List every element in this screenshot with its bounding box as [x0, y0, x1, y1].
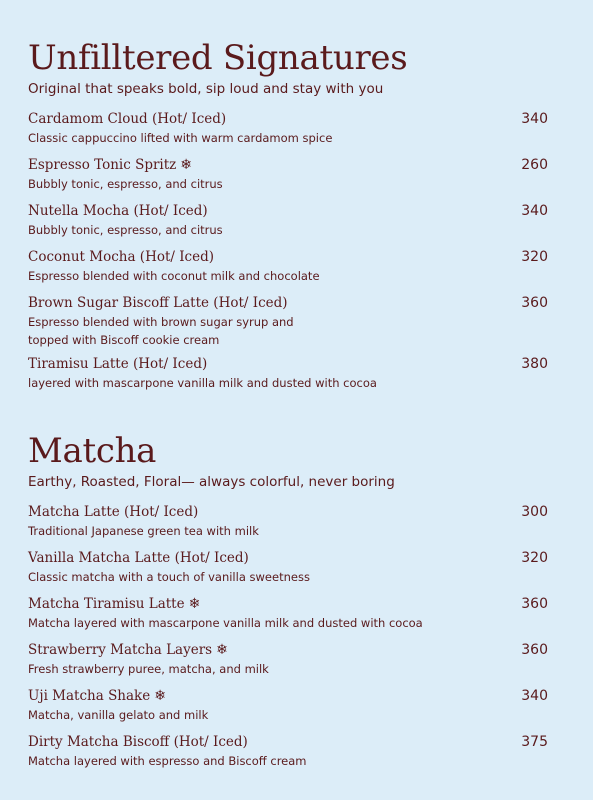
menu-item-name: Vanilla Matcha Latte (Hot/ Iced) [28, 550, 249, 566]
snowflake-icon: ❄ [216, 642, 228, 658]
menu-item-description: Espresso blended with brown sugar syrup and topped with Biscoff cookie cream [28, 315, 294, 347]
menu-item-description: Bubbly tonic, espresso, and citrus [28, 223, 223, 237]
menu-item [28, 727, 548, 773]
menu-item-name: Tiramisu Latte (Hot/ Iced) [28, 356, 208, 372]
snowflake-icon: ❄ [180, 157, 193, 173]
menu-item-price: 340 [521, 111, 548, 127]
menu-item-price: 360 [521, 295, 548, 311]
menu-item [28, 543, 548, 589]
menu-item [28, 589, 548, 635]
menu-item [28, 288, 548, 349]
menu-item-description: Espresso blended with coconut milk and chocolate [28, 269, 320, 283]
menu-item [28, 681, 548, 727]
section-title: Unfilltered Signatures [28, 38, 408, 78]
menu-item-price: 300 [521, 504, 548, 520]
menu-item-description: Traditional Japanese green tea with milk [28, 524, 259, 538]
menu-item [28, 242, 548, 288]
menu-item-description: Matcha layered with espresso and Biscoff cream [28, 754, 307, 768]
menu-item-name: Brown Sugar Biscoff Latte (Hot/ Iced) [28, 295, 288, 311]
menu-item [28, 104, 548, 150]
section-subtitle: Earthy, Roasted, Floral— always colorful, never boring [28, 474, 395, 490]
menu-item-name: Strawberry Matcha Layers [28, 642, 213, 658]
menu-item-price: 360 [521, 596, 548, 612]
menu-item [28, 497, 548, 543]
section-matcha [28, 395, 548, 773]
menu-item-description: Fresh strawberry puree, matcha, and milk [28, 662, 269, 676]
menu-item-name: Uji Matcha Shake [28, 688, 151, 704]
section-subtitle: Original that speaks bold, sip loud and stay with you [28, 81, 384, 97]
menu-item-price: 360 [521, 642, 548, 658]
menu-item-price: 380 [521, 356, 548, 372]
menu-item-name: Coconut Mocha (Hot/ Iced) [28, 249, 215, 265]
menu-item-price: 340 [521, 688, 548, 704]
menu-item [28, 196, 548, 242]
menu-list [28, 104, 548, 395]
menu-item-description: Classic matcha with a touch of vanilla sweetness [28, 570, 310, 584]
menu-item-description: Matcha, vanilla gelato and milk [28, 708, 209, 722]
menu-item-name: Cardamom Cloud (Hot/ Iced) [28, 111, 227, 127]
menu-item-name: Espresso Tonic Spritz [28, 157, 177, 173]
menu-item-description: Classic cappuccino lifted with warm cardamom spice [28, 131, 333, 145]
menu-item-description: Bubbly tonic, espresso, and citrus [28, 177, 223, 191]
menu-item-name: Nutella Mocha (Hot/ Iced) [28, 203, 208, 219]
menu-item [28, 150, 548, 196]
menu-item-price: 340 [521, 203, 548, 219]
menu-item [28, 635, 548, 681]
menu-item-name: Matcha Latte (Hot/ Iced) [28, 504, 199, 520]
snowflake-icon: ❄ [188, 596, 201, 612]
menu-item-description: Matcha layered with mascarpone vanilla milk and dusted with cocoa [28, 616, 423, 630]
menu-item-price: 320 [521, 550, 548, 566]
menu-item-price: 375 [521, 734, 548, 750]
menu-item-name: Matcha Tiramisu Latte [28, 596, 185, 612]
section-title: Matcha [28, 431, 157, 471]
menu-item [28, 349, 548, 395]
menu-item-name: Dirty Matcha Biscoff (Hot/ Iced) [28, 734, 248, 750]
menu-list [28, 497, 548, 773]
menu-item-price: 320 [521, 249, 548, 265]
snowflake-icon: ❄ [154, 688, 166, 704]
section-signatures [28, 0, 548, 395]
menu-item-price: 260 [521, 157, 548, 173]
menu-item-description: layered with mascarpone vanilla milk and dusted with cocoa [28, 376, 377, 390]
